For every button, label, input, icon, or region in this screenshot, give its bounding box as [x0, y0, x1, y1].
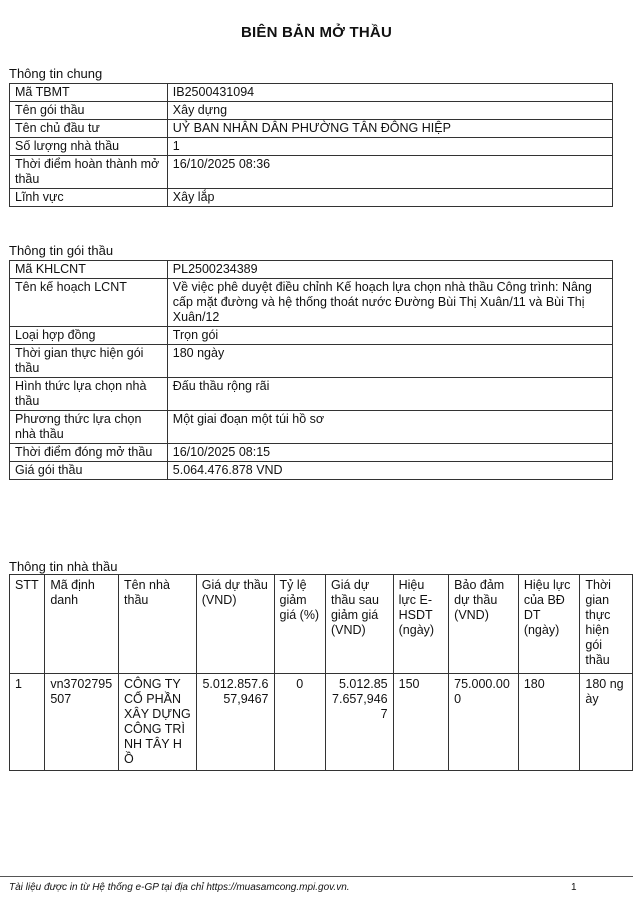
info-row	[10, 279, 613, 327]
table-cell: 180	[518, 674, 580, 771]
column-header: Tên nhà thầu	[119, 575, 197, 674]
row-label: Tên kế hoạch LCNT	[10, 279, 168, 327]
row-value: IB2500431094	[167, 84, 612, 102]
column-header: STT	[10, 575, 45, 674]
info-row	[10, 327, 613, 345]
row-label: Thời gian thực hiện gói thầu	[10, 345, 168, 378]
row-value: 16/10/2025 08:36	[167, 156, 612, 189]
row-label: Mã KHLCNT	[10, 261, 168, 279]
table-cell: 180 ngày	[580, 674, 633, 771]
row-label: Tên chủ đầu tư	[10, 120, 168, 138]
footer-divider	[0, 876, 633, 877]
info-row	[10, 444, 613, 462]
row-value: Xây dựng	[167, 102, 612, 120]
table-cell: 0	[274, 674, 325, 771]
info-row	[10, 120, 613, 138]
column-header: Hiệu lực E-HSDT (ngày)	[393, 575, 449, 674]
info-row	[10, 189, 613, 207]
row-value: Xây lắp	[167, 189, 612, 207]
column-header: Mã định danh	[45, 575, 119, 674]
row-value: Đấu thầu rộng rãi	[167, 378, 612, 411]
table-cell: 150	[393, 674, 449, 771]
row-value: UỶ BAN NHÂN DÂN PHƯỜNG TÂN ĐÔNG HIỆP	[167, 120, 612, 138]
row-label: Mã TBMT	[10, 84, 168, 102]
document-title: BIÊN BẢN MỞ THẦU	[241, 24, 392, 41]
row-value: 180 ngày	[167, 345, 612, 378]
row-value: 1	[167, 138, 612, 156]
table-cell: 5.012.857.657,9467	[196, 674, 274, 771]
row-label: Loại hợp đồng	[10, 327, 168, 345]
row-value: Một giai đoạn một túi hồ sơ	[167, 411, 612, 444]
info-row	[10, 84, 613, 102]
row-value: PL2500234389	[167, 261, 612, 279]
info-row	[10, 138, 613, 156]
info-row	[10, 156, 613, 189]
info-row	[10, 411, 613, 444]
info-row	[10, 345, 613, 378]
column-header: Bảo đảm dự thầu (VND)	[449, 575, 519, 674]
general-info-table	[9, 83, 613, 207]
row-label: Lĩnh vực	[10, 189, 168, 207]
table-cell: 1	[10, 674, 45, 771]
info-row	[10, 261, 613, 279]
info-row	[10, 462, 613, 480]
bidder-info-heading: Thông tin nhà thầu	[9, 559, 118, 574]
bidder-table	[9, 574, 633, 771]
table-cell: 75.000.000	[449, 674, 519, 771]
row-label: Thời điểm đóng mở thầu	[10, 444, 168, 462]
package-info-table	[9, 260, 613, 480]
package-info-heading: Thông tin gói thầu	[9, 243, 114, 258]
row-label: Số lượng nhà thầu	[10, 138, 168, 156]
info-row	[10, 102, 613, 120]
row-label: Phương thức lựa chọn nhà thầu	[10, 411, 168, 444]
row-label: Giá gói thầu	[10, 462, 168, 480]
table-cell: CÔNG TY CỔ PHẦN XÂY DỰNG CÔNG TRÌNH TÂY HỒ	[119, 674, 197, 771]
row-label: Thời điểm hoàn thành mở thầu	[10, 156, 168, 189]
row-value: 16/10/2025 08:15	[167, 444, 612, 462]
table-cell: vn3702795507	[45, 674, 119, 771]
info-row	[10, 378, 613, 411]
column-header: Giá dự thầu (VND)	[196, 575, 274, 674]
table-cell: 5.012.857.657,9467	[325, 674, 393, 771]
column-header: Tỷ lệ giảm giá (%)	[274, 575, 325, 674]
row-value: 5.064.476.878 VND	[167, 462, 612, 480]
column-header: Hiệu lực của BĐ DT (ngày)	[518, 575, 580, 674]
row-label: Tên gói thầu	[10, 102, 168, 120]
column-header: Thời gian thực hiện gói thầu	[580, 575, 633, 674]
page-number: 1	[571, 882, 577, 893]
general-info-heading: Thông tin chung	[9, 66, 103, 81]
footer-note: Tài liệu được in từ Hệ thống e-GP tại địa chỉ https://muasamcong.mpi.gov.vn.	[9, 882, 350, 893]
row-value: Trọn gói	[167, 327, 612, 345]
row-label: Hình thức lựa chọn nhà thầu	[10, 378, 168, 411]
table-row	[10, 674, 633, 771]
row-value: Về việc phê duyệt điều chỉnh Kế hoạch lựa chọn nhà thầu Công trình: Nâng cấp mặt đường và hệ thống thoát nước Đường Bùi Thị Xuân/11 và Bùi Thị Xuân/12	[167, 279, 612, 327]
column-header: Giá dự thầu sau giảm giá (VND)	[325, 575, 393, 674]
bidder-table-header	[10, 575, 633, 674]
